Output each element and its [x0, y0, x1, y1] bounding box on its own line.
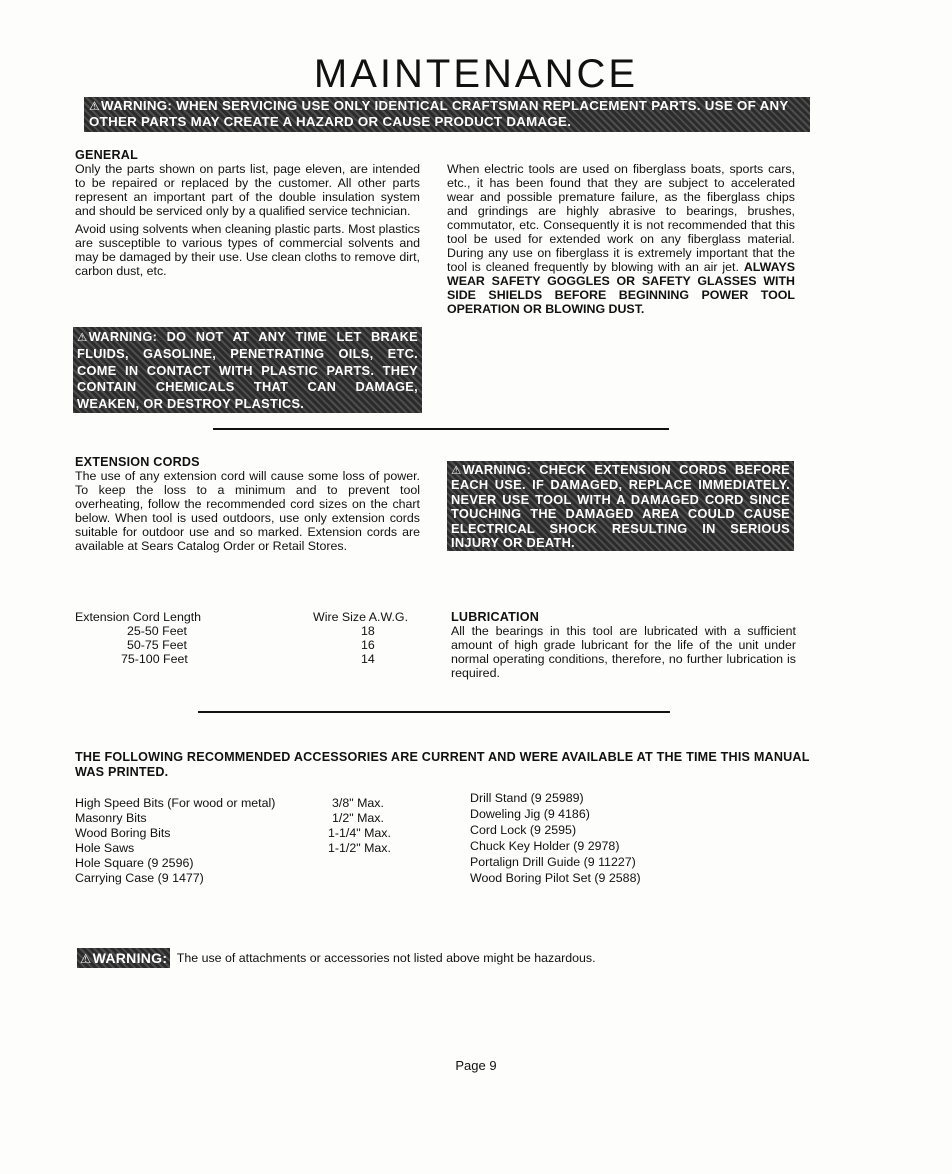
list-item: Doweling Jig (9 4186)	[470, 807, 590, 821]
table-header-length: Extension Cord Length	[75, 610, 202, 624]
list-item: Hole Square (9 2596)	[75, 856, 194, 870]
general-paragraph-1: Only the parts shown on parts list, page eleven, are intended to be repaired or replaced by the customer. All other parts represent an important part of the double insulation system and should be serviced only by a qualified service technician.	[75, 162, 420, 218]
list-item: Masonry Bits 1/2" Max.	[75, 811, 384, 825]
plastic-warning-box	[73, 327, 422, 413]
top-warning-text: WHEN SERVICING USE ONLY IDENTICAL CRAFTSMAN REPLACEMENT PARTS. USE OF ANY OTHER PARTS MAY CREATE A HAZARD OR CAUSE PRODUCT DAMAGE.	[89, 98, 789, 129]
cord-size-table	[75, 610, 433, 666]
plastic-warning-text: DO NOT AT ANY TIME LET BRAKE FLUIDS, GASOLINE, PENETRATING OILS, ETC. COME IN CONTACT WITH PLASTIC PARTS. THEY CONTAIN CHEMICALS THAT CAN DAMAGE, WEAKEN, OR DESTROY PLASTICS.	[77, 329, 419, 411]
section-divider	[198, 711, 670, 713]
general-heading: GENERAL	[75, 148, 138, 162]
safety-goggles-notice: ALWAYS WEAR SAFETY GOGGLES OR SAFETY GLASSES WITH SIDE SHIELDS BEFORE BEGINNING POWER TOOL OPERATION OR BLOWING DUST.	[447, 260, 795, 316]
table-cell-length: 75-100 Feet	[121, 652, 188, 666]
list-item: Chuck Key Holder (9 2978)	[470, 839, 620, 853]
lubrication-section	[451, 610, 796, 680]
list-item: Hole Saws 1-1/2" Max.	[75, 841, 391, 855]
table-header-row	[75, 610, 433, 624]
list-item: Wood Boring Pilot Set (9 2588)	[470, 871, 641, 885]
extension-cords-section	[75, 455, 420, 553]
page-title: MAINTENANCE	[313, 52, 639, 96]
warning-triangle-icon: ⚠	[80, 952, 92, 966]
list-item: Drill Stand (9 25989)	[470, 791, 584, 805]
page-number: Page 9	[455, 1058, 497, 1073]
table-row	[75, 652, 433, 666]
general-section	[75, 148, 420, 278]
accessories-right-list	[470, 790, 800, 886]
bottom-warning	[77, 948, 797, 970]
bottom-warning-text: The use of attachments or accessories not listed above might be hazardous.	[176, 951, 596, 965]
accessories-heading: THE FOLLOWING RECOMMENDED ACCESSORIES ARE CURRENT AND WERE AVAILABLE AT THE TIME THIS MANUAL WAS PRINTED.	[75, 750, 810, 779]
list-item: Wood Boring Bits 1-1/4" Max.	[75, 826, 391, 840]
list-item: High Speed Bits (For wood or metal) 3/8" Max.	[75, 796, 384, 810]
lubrication-heading: LUBRICATION	[451, 610, 540, 624]
table-cell-wire: 14	[361, 652, 375, 666]
table-cell-wire: 16	[361, 638, 375, 652]
cord-warning-label: WARNING:	[462, 462, 532, 477]
table-row	[75, 638, 433, 652]
table-cell-length: 50-75 Feet	[127, 638, 187, 652]
cord-warning-text: CHECK EXTENSION CORDS BEFORE EACH USE. IF DAMAGED, REPLACE IMMEDIATELY. NEVER USE TOOL WITH A DAMAGED CORD SINCE TOUCHING THE DAMAGED AREA COULD CAUSE ELECTRICAL SHOCK RESULTING IN SERIOUS INJURY OR DEATH.	[451, 462, 790, 551]
table-row	[75, 624, 433, 638]
warning-triangle-icon: ⚠	[89, 99, 101, 113]
fiberglass-paragraph: When electric tools are used on fiberglass boats, sports cars, etc., it has been found that they are subject to accelerated wear and possible premature failure, as the fiberglass chips and grindings are highly abrasive to bearings, brushes, commutator, etc. Consequently it is not recommended that this tool be used for extended work on any fiberglass material. During any use on fiberglass it is extremely important that the tool is cleaned frequently by blowing with an air jet.	[447, 162, 795, 274]
fiberglass-section	[447, 162, 795, 316]
table-cell-length: 25-50 Feet	[127, 624, 187, 638]
extension-cord-warning-box	[447, 461, 794, 551]
top-warning-banner	[84, 97, 810, 132]
plastic-warning-label: WARNING:	[88, 329, 158, 344]
table-header-wire: Wire Size A.W.G.	[313, 610, 409, 624]
list-item: Carrying Case (9 1477)	[75, 871, 204, 885]
list-item: Portalign Drill Guide (9 11227)	[470, 855, 636, 869]
top-warning-label: WARNING:	[101, 98, 173, 113]
extension-cords-heading: EXTENSION CORDS	[75, 455, 200, 469]
general-paragraph-2: Avoid using solvents when cleaning plastic parts. Most plastics are susceptible to various types of commercial solvents and may be damaged by their use. Use clean cloths to remove dirt, carbon dust, etc.	[75, 222, 420, 278]
warning-triangle-icon: ⚠	[77, 332, 88, 344]
table-cell-wire: 18	[361, 624, 375, 638]
warning-triangle-icon: ⚠	[451, 465, 462, 477]
extension-cords-text: The use of any extension cord will cause some loss of power. To keep the loss to a minimum and to prevent tool overheating, follow the recommended cord sizes on the chart below. When tool is used outdoors, use only extension cords suitable for outdoor use and so marked. Extension cords are available at Sears Catalog Order or Retail Stores.	[75, 469, 420, 553]
bottom-warning-label: WARNING:	[92, 950, 168, 966]
bottom-warning-badge	[77, 948, 170, 968]
section-divider	[213, 428, 669, 430]
lubrication-text: All the bearings in this tool are lubricated with a sufficient amount of high grade lubricant for the life of the unit under normal operating conditions, therefore, no further lubrication is required.	[451, 624, 796, 680]
accessories-left-list	[75, 796, 435, 886]
list-item: Cord Lock (9 2595)	[470, 823, 577, 837]
